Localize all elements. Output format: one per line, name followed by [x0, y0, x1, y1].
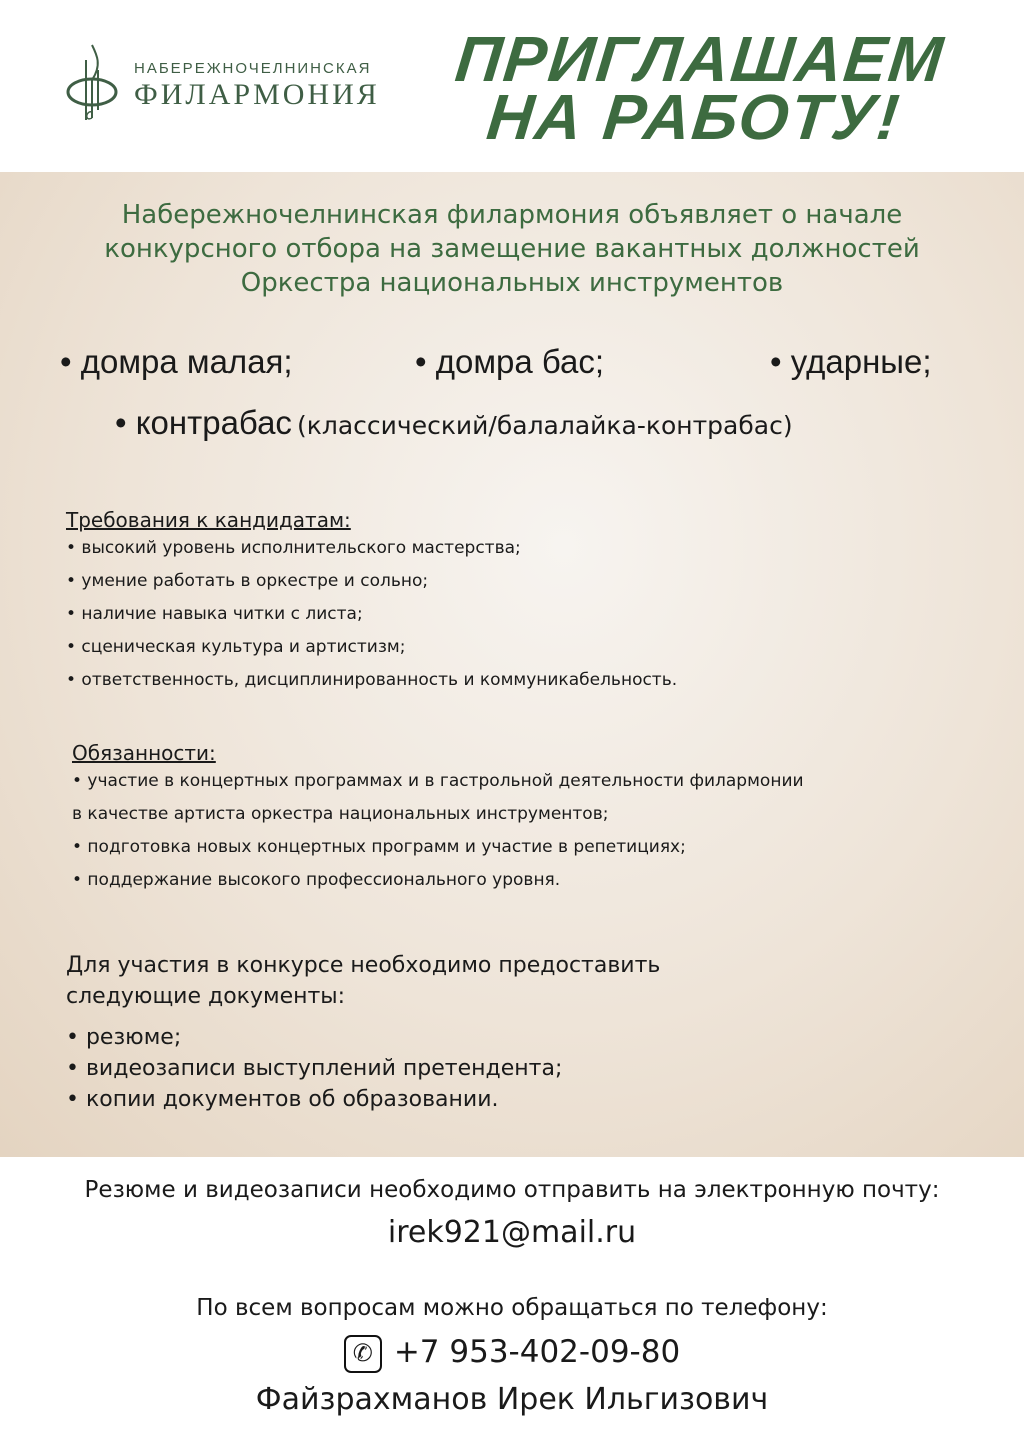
contact-name: Файзрахманов Ирек Ильгизович	[255, 1382, 769, 1417]
list-item: в качестве артиста оркестра национальных инструментов;	[72, 804, 609, 824]
headline-line: НА РАБОТУ!	[483, 81, 905, 153]
list-item: • наличие навыка читки с листа;	[66, 604, 363, 624]
section-title: Для участия в конкурсе необходимо предоставить	[66, 953, 661, 978]
phone-icon: ✆	[344, 1335, 382, 1373]
intro-text	[40, 198, 984, 300]
phone-instruction: По всем вопросам можно обращаться по телефону:	[196, 1295, 828, 1321]
section-title: Обязанности:	[72, 741, 216, 765]
list-item: • сценическая культура и артистизм;	[66, 637, 406, 657]
section-title: следующие документы:	[66, 984, 346, 1009]
duties-section	[72, 741, 804, 897]
position-item: • домра бас;	[415, 343, 605, 380]
intro-line: Набережночелнинская филармония объявляет о начале	[121, 200, 903, 230]
headline	[446, 23, 948, 153]
requirements-section	[66, 508, 677, 697]
list-item: • умение работать в оркестре и сольно;	[66, 571, 429, 591]
list-item: • копии документов об образовании.	[66, 1087, 499, 1112]
section-title: Требования к кандидатам:	[66, 508, 351, 532]
list-item: • видеозаписи выступлений претендента;	[66, 1056, 563, 1081]
documents-section	[66, 950, 660, 1115]
list-item: • высокий уровень исполнительского мастерства;	[66, 538, 521, 558]
logo-emblem-icon	[62, 40, 132, 125]
logo-title: ФИЛАРМОНИЯ	[134, 78, 380, 111]
list-item: • ответственность, дисциплинированность и коммуникабельность.	[66, 670, 678, 690]
list-item: • подготовка новых концертных программ и участие в репетициях;	[72, 837, 686, 857]
logo-subtitle: НАБЕРЕЖНОЧЕЛНИНСКАЯ	[134, 60, 372, 77]
list-item: • резюме;	[66, 1025, 182, 1050]
list-item: • участие в концертных программах и в гастрольной деятельности филармонии	[72, 771, 804, 791]
email-instruction: Резюме и видеозаписи необходимо отправить на электронную почту:	[84, 1177, 940, 1203]
intro-line: конкурсного отбора на замещение вакантных должностей	[104, 234, 920, 264]
position-label: • контрабас	[115, 404, 292, 441]
phone-number[interactable]: +7 953-402-09-80	[393, 1334, 681, 1370]
headline-line: ПРИГЛАШАЕМ	[452, 23, 948, 95]
position-note: (классический/балалайка-контрабас)	[297, 411, 793, 440]
list-item: • поддержание высокого профессионального уровня.	[72, 870, 561, 890]
position-item: • домра малая;	[60, 343, 293, 380]
position-item	[115, 404, 793, 442]
phone-row	[0, 1334, 1024, 1373]
intro-line: Оркестра национальных инструментов	[240, 268, 784, 298]
position-item: • ударные;	[770, 343, 932, 380]
email-link[interactable]: irek921@mail.ru	[387, 1215, 637, 1250]
